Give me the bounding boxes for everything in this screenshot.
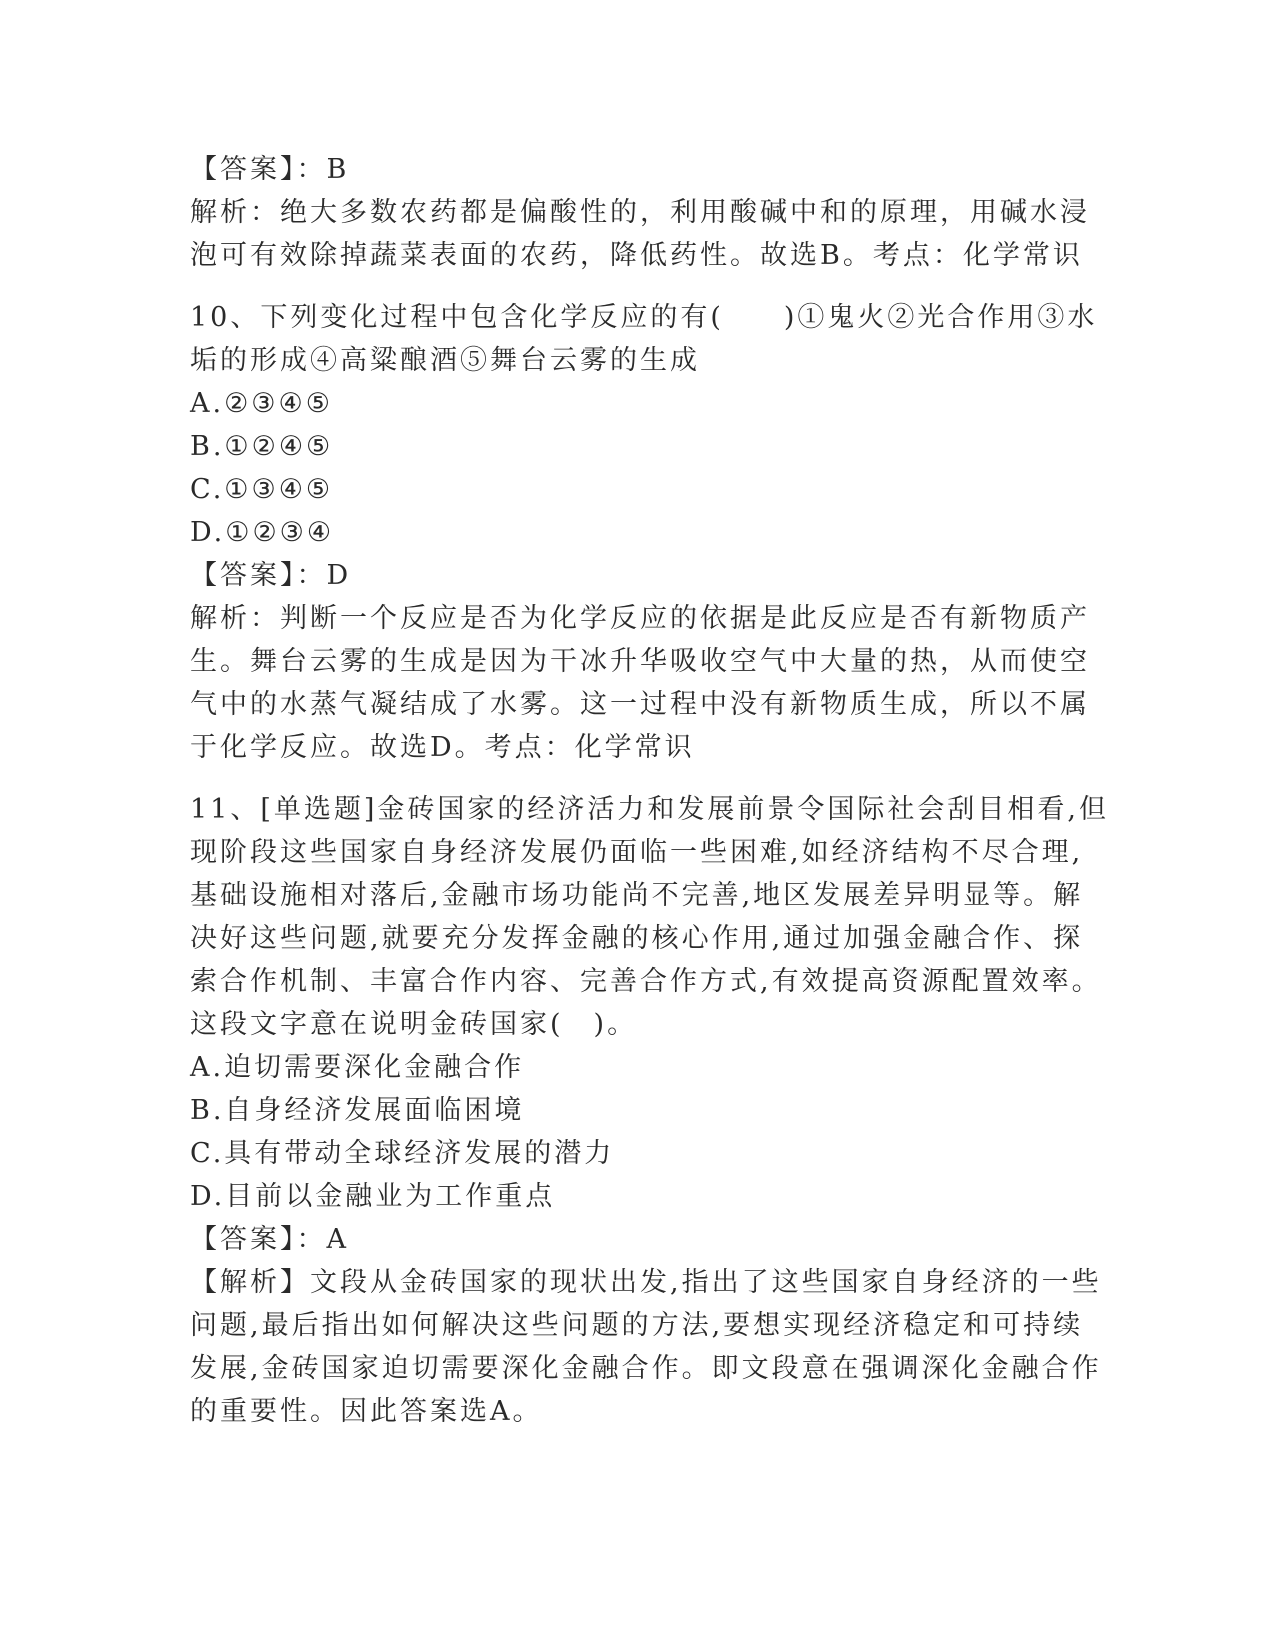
option-a: A.迫切需要深化金融合作 (190, 1052, 525, 1083)
analysis-line: 泡可有效除掉蔬菜表面的农药，降低药性。故选B。考点：化学常识 (190, 240, 1083, 271)
answer-line: 【答案】：D (190, 560, 352, 591)
option-c: C.具有带动全球经济发展的潜力 (190, 1138, 615, 1169)
option-b: B.①②④⑤ (190, 431, 334, 462)
analysis-line: 问题,最后指出如何解决这些问题的方法,要想实现经济稳定和可持续 (190, 1310, 1084, 1341)
option-a: A.②③④⑤ (190, 388, 333, 419)
analysis-line: 【解析】文段从金砖国家的现状出发,指出了这些国家自身经济的一些 (190, 1267, 1102, 1298)
question-line: 垢的形成④高粱酿酒⑤舞台云雾的生成 (190, 345, 700, 376)
analysis-line: 生。舞台云雾的生成是因为干冰升华吸收空气中大量的热，从而使空 (190, 646, 1090, 677)
analysis-line: 发展,金砖国家迫切需要深化金融合作。即文段意在强调深化金融合作 (190, 1353, 1102, 1384)
option-b: B.自身经济发展面临困境 (190, 1095, 525, 1126)
paragraph-gap (190, 769, 1090, 788)
analysis-line: 解析：绝大多数农药都是偏酸性的，利用酸碱中和的原理，用碱水浸 (190, 197, 1090, 228)
answer-line: 【答案】：A (190, 1224, 349, 1255)
option-d: D.①②③④ (190, 517, 335, 548)
question-line: 基础设施相对落后,金融市场功能尚不完善,地区发展差异明显等。解 (190, 880, 1084, 911)
option-c: C.①③④⑤ (190, 474, 334, 505)
question-line: 索合作机制、丰富合作内容、完善合作方式,有效提高资源配置效率。 (190, 966, 1102, 997)
question-10 (190, 296, 1098, 769)
question-11 (190, 788, 1110, 1433)
question-line: 这段文字意在说明金砖国家( )。 (190, 1009, 638, 1040)
question-line: 现阶段这些国家自身经济发展仍面临一些困难,如经济结构不尽合理, (190, 837, 1084, 868)
analysis-line: 气中的水蒸气凝结成了水雾。这一过程中没有新物质生成，所以不属 (190, 689, 1090, 720)
question-line: 10、下列变化过程中包含化学反应的有( )①鬼火②光合作用③水 (190, 302, 1098, 333)
analysis-line: 解析：判断一个反应是否为化学反应的依据是此反应是否有新物质产 (190, 603, 1090, 634)
analysis-line: 于化学反应。故选D。考点：化学常识 (190, 732, 695, 763)
question-line: 决好这些问题,就要充分发挥金融的核心作用,通过加强金融合作、探 (190, 923, 1084, 954)
answer-line: 【答案】：B (190, 154, 350, 185)
question-9-solution (190, 148, 1090, 277)
option-d: D.目前以金融业为工作重点 (190, 1181, 556, 1212)
question-line: 11、[单选题]金砖国家的经济活力和发展前景令国际社会刮目相看,但 (190, 794, 1110, 825)
document-page (190, 148, 1110, 1433)
analysis-line: 的重要性。因此答案选A。 (190, 1396, 543, 1427)
paragraph-gap (190, 277, 1090, 296)
